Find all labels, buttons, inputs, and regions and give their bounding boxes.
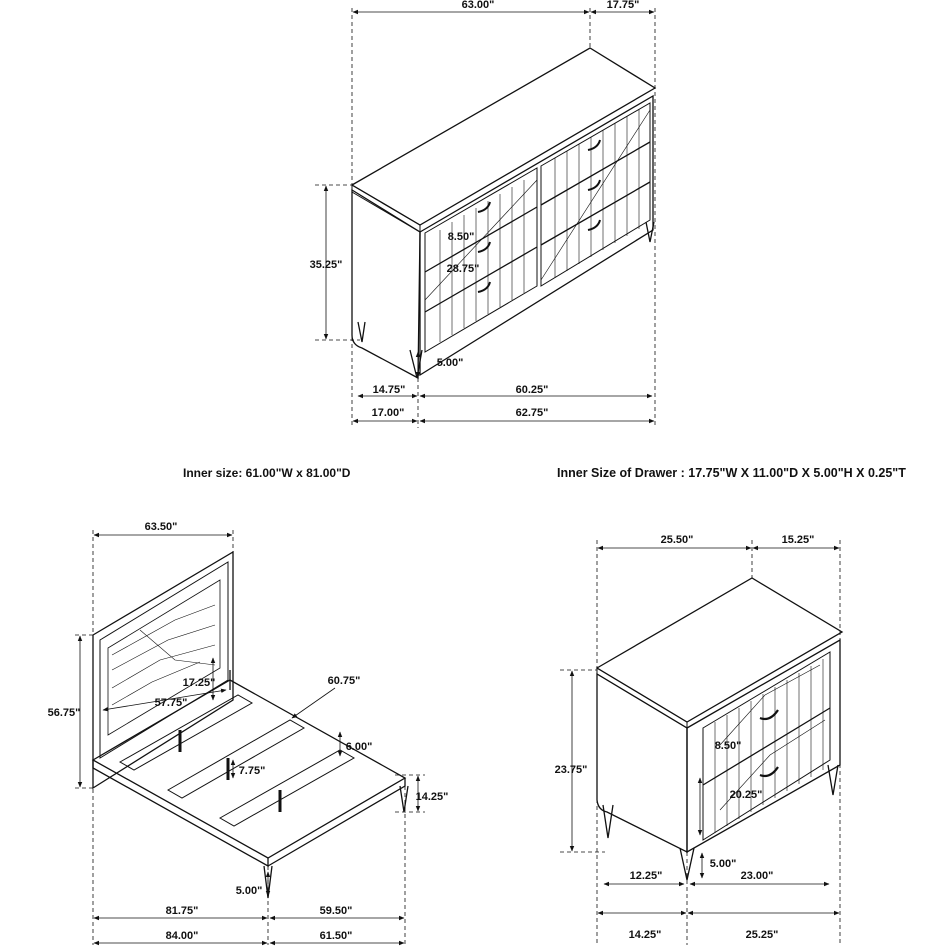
bed-leg-height: 5.00" <box>235 885 263 897</box>
dresser-drawing <box>352 48 655 378</box>
bed-drawing <box>93 552 408 898</box>
nightstand-drawer-height: 8.50" <box>714 740 742 752</box>
bed-headboard-height: 56.75" <box>47 707 81 719</box>
bed-headboard-panel-width: 57.75" <box>154 697 188 709</box>
dresser-leg-height: 5.00" <box>436 357 464 369</box>
nightstand-drawer-width: 20.25" <box>729 789 763 801</box>
dresser-overall-depth: 17.75" <box>606 0 640 11</box>
bed-slat-gap: 7.75" <box>238 765 266 777</box>
nightstand-overall-width: 25.50" <box>660 534 694 546</box>
nightstand-leg-height: 5.00" <box>709 858 737 870</box>
dresser-drawer-height: 8.50" <box>447 231 475 243</box>
nightstand-front-outer-width: 25.25" <box>745 929 779 941</box>
dresser-dimension-lines <box>315 8 655 428</box>
bed-inner-size-caption: Inner size: 61.00"W x 81.00"D <box>183 466 351 480</box>
dresser-front-outer-width: 62.75" <box>515 407 549 419</box>
dresser-front-inner-width: 60.25" <box>515 384 549 396</box>
nightstand-overall-height: 23.75" <box>554 764 588 776</box>
nightstand-labels <box>555 534 815 941</box>
bed-headboard-panel-height: 17.25" <box>182 677 216 689</box>
bed-headboard-width: 63.50" <box>144 521 178 533</box>
bed-footboard-height: 14.25" <box>415 791 449 803</box>
nightstand-side-inner-depth: 12.25" <box>629 870 663 882</box>
dresser-side-inner-depth: 14.75" <box>372 384 406 396</box>
bed-overall-length: 84.00" <box>165 930 199 942</box>
bed-inner-length: 81.75" <box>165 905 199 917</box>
dresser-labels <box>310 0 640 419</box>
bed-dimension-lines <box>75 530 425 945</box>
nightstand-dimension-lines <box>560 540 840 945</box>
drawer-inner-size-caption: Inner Size of Drawer : 17.75"W X 11.00"D X 5.00"H X 0.25"T <box>557 466 906 480</box>
nightstand-overall-depth: 15.25" <box>781 534 815 546</box>
dresser-overall-width: 63.00" <box>461 0 495 11</box>
bed-overall-width: 61.50" <box>319 930 353 942</box>
dresser-drawer-width: 28.75" <box>446 263 480 275</box>
bed-inner-width: 60.75" <box>327 675 361 687</box>
bed-rail-height: 6.00" <box>345 741 373 753</box>
dresser-side-outer-depth: 17.00" <box>371 407 405 419</box>
bed-inner-width-bottom: 59.50" <box>319 905 353 917</box>
nightstand-drawing <box>597 578 842 880</box>
nightstand-front-inner-width: 23.00" <box>740 870 774 882</box>
headboard-chevron-pattern <box>112 605 215 705</box>
dresser-overall-height: 35.25" <box>309 259 343 271</box>
nightstand-side-outer-depth: 14.25" <box>628 929 662 941</box>
